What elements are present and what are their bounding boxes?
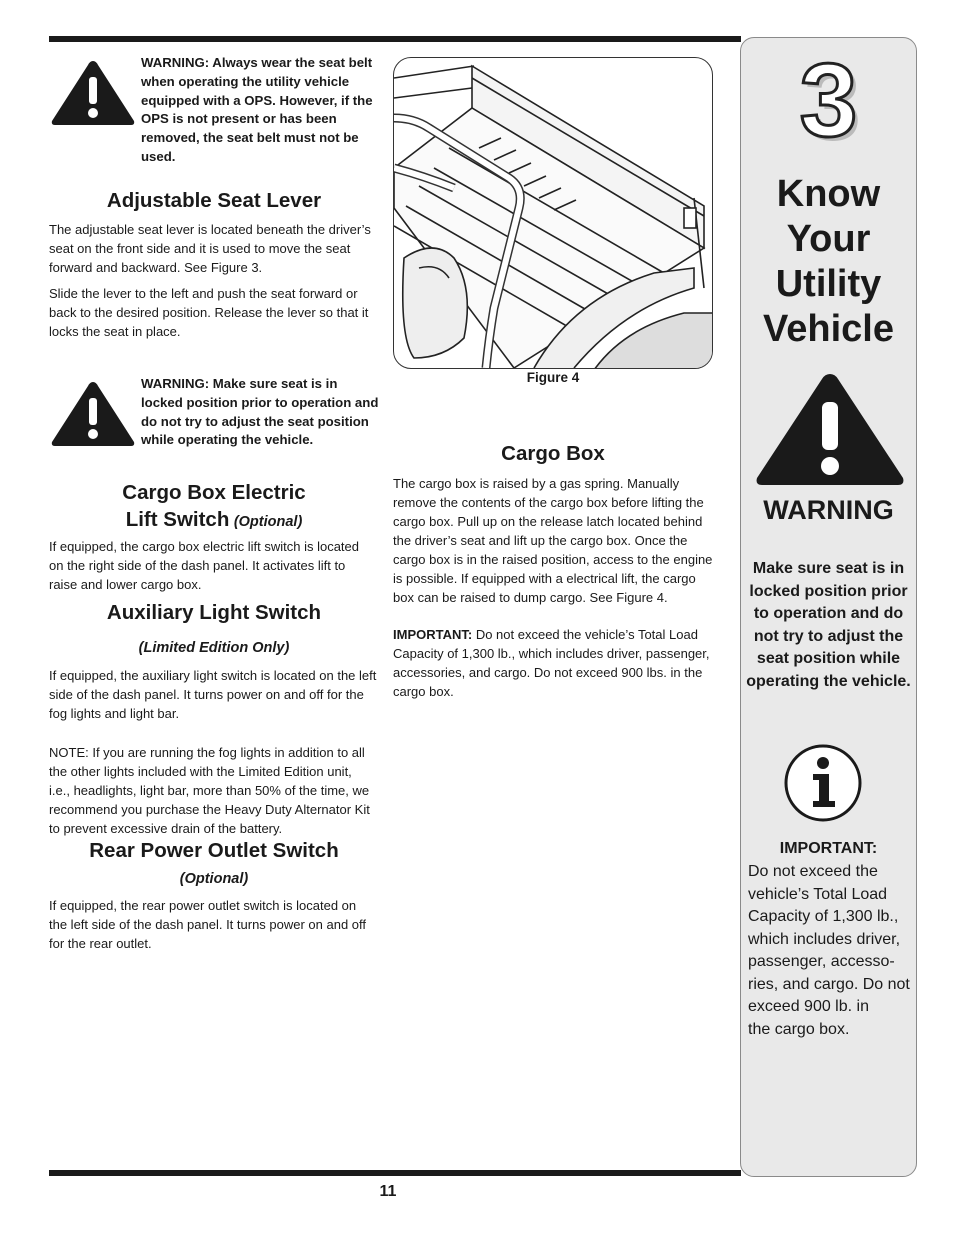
heading-cargo-box: Cargo Box [501,442,605,465]
sidebar-important-label: IMPORTANT: [779,840,878,857]
sidebar-warning-heading: WARNING [763,495,894,525]
heading-auxiliary-light-switch: Auxiliary Light Switch [106,601,322,624]
cargo-box-important [393,625,711,701]
seat-lever-paragraph-1: The adjustable seat lever is located beneath the driver’s seat on the front side and it is used to move the seat forward and backward. See Figure 3. [49,222,371,275]
aux-light-paragraph: If equipped, the auxiliary light switch is located on the left side of the dash panel. It turns power on and off for the fog lights and light bar. [49,668,377,721]
sidebar-important-line: exceed 900 lb. in [748,998,869,1015]
chapter-title-line: Vehicle [763,308,894,350]
top-rule [49,36,741,42]
warning-seat-locked: WARNING: Make sure seat is in locked position prior to operation and do not try to adjust the seat position while operating the vehicle. [141,376,379,448]
heading-lift-switch-line [49,508,379,532]
important-text: Do not exceed the vehicle’s Total Load Capacity of 1,300 lb., which includes driver, passenger, accessories, and cargo. Do not exceed 900 lbs. in the cargo box. [393,627,710,699]
cargo-lift-paragraph: If equipped, the cargo box electric lift switch is located on the right side of the dash panel. It activates lift to raise and lower cargo box. [49,539,359,592]
sidebar-important-line: Do not exceed the [748,863,878,880]
optional-label: (Optional) [233,514,303,530]
aux-light-note: NOTE: If you are running the fog lights in addition to all the other lights included with the Limited Edition unit, i.e., headlights, light bar, more than 50% of the time, we recommend you purchase the Heavy Duty Alternator Kit to prevent excessive drain of the battery. [49,745,370,836]
sidebar-important-text [748,861,914,1041]
warning-seat-belt: WARNING: Always wear the seat belt when operating the utility vehicle equipped with a OPS. However, if the OPS is not present or has been removed, the seat belt must not be used. [141,55,373,164]
sidebar-important-line: the cargo box. [748,1020,850,1038]
page-number: 11 [379,1183,397,1200]
sidebar-important-line: which includes driver, [748,930,901,948]
heading-lift-switch: Lift Switch [125,508,230,531]
sidebar-important-line: ries, and cargo. Do not [748,975,910,993]
sidebar-important-line: passenger, accesso- [748,953,895,970]
bottom-rule [49,1170,741,1176]
figure-4-illustration [393,57,713,369]
important-label: IMPORTANT: [393,627,473,642]
heading-cargo-box-electric: Cargo Box Electric [122,481,306,504]
chapter-title [740,172,917,352]
chapter-title-line: Utility [775,263,882,305]
sidebar-warning-text: Make sure seat is in locked position prior to operation and do not try to adjust the seat position while operating the vehicle. [746,560,911,690]
heading-rear-power-outlet-switch: Rear Power Outlet Switch [89,839,339,862]
figure-4-caption: Figure 4 [526,370,580,385]
seat-lever-paragraph-2: Slide the lever to the left and push the seat forward or back to the desired position. Release the lever so that it locks the seat in place. [49,286,369,339]
rear-power-optional-label: (Optional) [179,871,249,887]
cargo-box-paragraph: The cargo box is raised by a gas spring. Manually remove the contents of the cargo box before lifting the cargo box. Pull up on the release latch located behind the driver’s seat and lift up the cargo box. Once the cargo box is in the raised position, access to the engine is possible. If equipped with a electrical lift, the cargo box can be raised to dump cargo. See Figure 4. [393,476,713,605]
rear-power-paragraph: If equipped, the rear power outlet switch is located on the left side of the dash panel. It turns power on and off for the rear outlet. [49,898,367,951]
info-icon [783,743,863,823]
chapter-title-line: Know [776,173,881,215]
limited-edition-label: (Limited Edition Only) [138,640,290,656]
sidebar-important-line: Capacity of 1,300 lb., [748,908,899,925]
chapter-title-line: Your [786,218,871,260]
warning-triangle-icon [753,370,907,488]
warning-triangle-icon [49,57,137,127]
warning-triangle-icon [49,378,137,448]
chapter-number: 3 [799,43,858,159]
heading-adjustable-seat-lever: Adjustable Seat Lever [106,189,322,212]
sidebar-important-line: vehicle’s Total Load [748,885,888,903]
cargo-box-drawing [394,58,713,369]
